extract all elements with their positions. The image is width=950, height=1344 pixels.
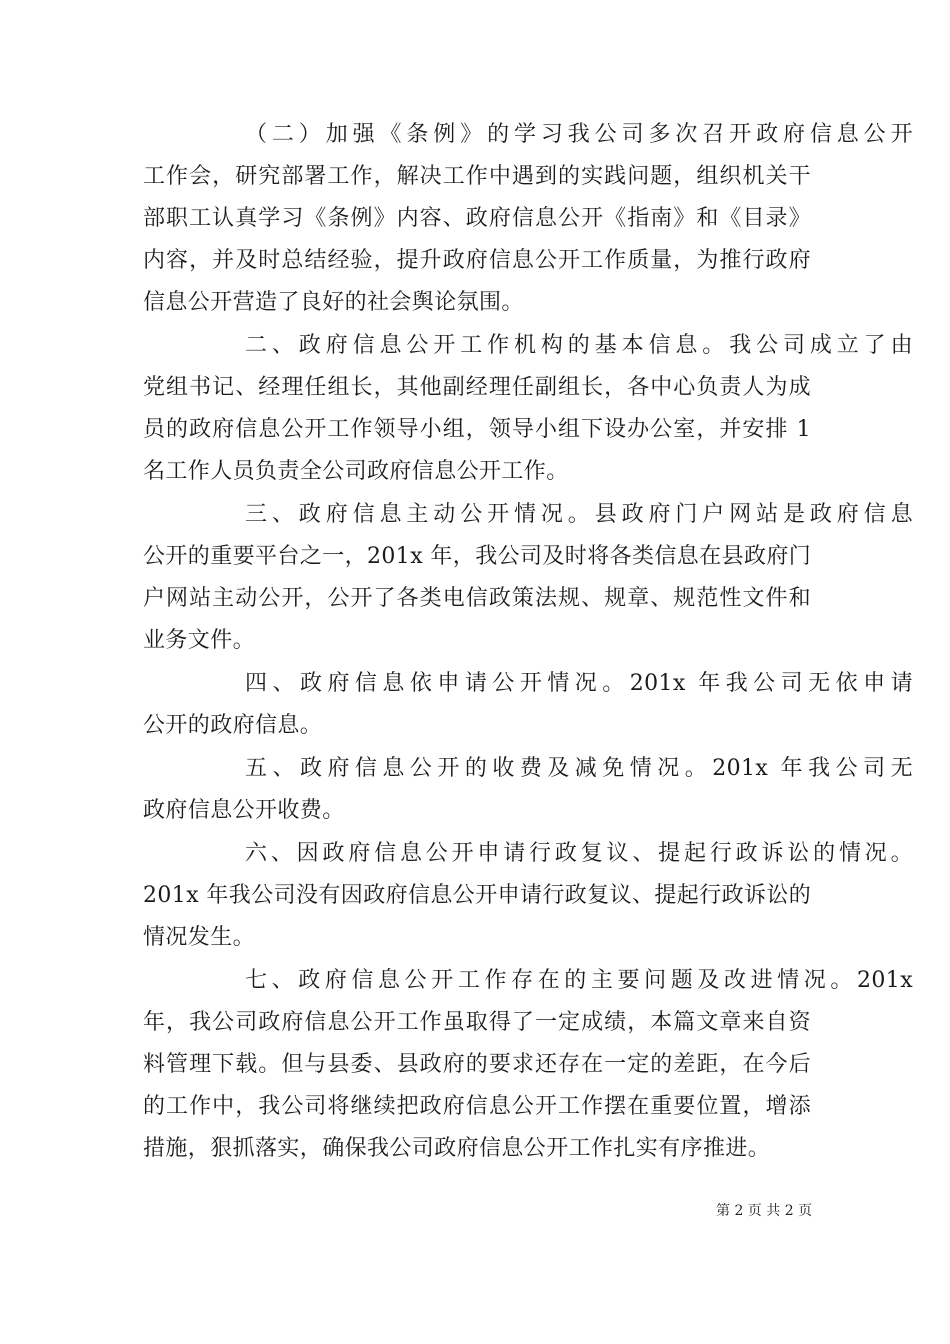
text-line: 公开的政府信息。 bbox=[143, 713, 323, 738]
paragraph-3 bbox=[143, 494, 913, 662]
text-line: 信息公开营造了良好的社会舆论氛围。 bbox=[143, 290, 524, 315]
paragraph-6 bbox=[143, 833, 913, 959]
paragraph-4 bbox=[143, 663, 913, 747]
text-line: 六、因政府信息公开申请行政复议、提起行政诉讼的情况。 bbox=[245, 841, 913, 866]
text-line: 二、政府信息公开工作机构的基本信息。我公司成立了由 bbox=[245, 333, 913, 358]
text-line: 名工作人员负责全公司政府信息公开工作。 bbox=[143, 459, 569, 484]
text-line: 措施，狠抓落实，确保我公司政府信息公开工作扎实有序推进。 bbox=[143, 1136, 771, 1161]
text-line: 四、政府信息依申请公开情况。201x 年我公司无依申请 bbox=[245, 671, 913, 696]
text-line: 公开的重要平台之一，201x 年，我公司及时将各类信息在县政府门 bbox=[143, 544, 812, 569]
text-line: 户网站主动公开，公开了各类电信政策法规、规章、规范性文件和 bbox=[143, 586, 811, 611]
paragraph-1 bbox=[143, 114, 913, 324]
text-line: 内容，并及时总结经验，提升政府信息公开工作质量，为推行政府 bbox=[143, 248, 811, 273]
text-line: 年，我公司政府信息公开工作虽取得了一定成绩，本篇文章来自资 bbox=[143, 1010, 811, 1035]
text-line: 党组书记、经理任组长，其他副经理任副组长，各中心负责人为成 bbox=[143, 375, 811, 400]
document-body bbox=[143, 114, 913, 1171]
paragraph-7 bbox=[143, 960, 913, 1170]
text-line: 三、政府信息主动公开情况。县政府门户网站是政府信息 bbox=[245, 502, 913, 527]
text-line: 五、政府信息公开的收费及减免情况。201x 年我公司无 bbox=[245, 756, 913, 781]
page-number: 第 2 页 共 2 页 bbox=[716, 1203, 813, 1219]
text-line: 情况发生。 bbox=[143, 925, 256, 950]
text-line: 政府信息公开收费。 bbox=[143, 798, 345, 823]
text-line: 员的政府信息公开工作领导小组，领导小组下设办公室，并安排 1 bbox=[143, 417, 811, 442]
text-line: （二）加强《条例》的学习我公司多次召开政府信息公开 bbox=[245, 122, 913, 147]
text-line: 工作会，研究部署工作，解决工作中遇到的实践问题，组织机关干 bbox=[143, 164, 811, 189]
text-line: 七、政府信息公开工作存在的主要问题及改进情况。201x bbox=[245, 968, 913, 993]
text-line: 201x 年我公司没有因政府信息公开申请行政复议、提起行政诉讼的 bbox=[143, 883, 812, 908]
text-line: 业务文件。 bbox=[143, 628, 256, 653]
paragraph-5 bbox=[143, 748, 913, 832]
paragraph-2 bbox=[143, 325, 913, 493]
text-line: 料管理下载。但与县委、县政府的要求还存在一定的差距，在今后 bbox=[143, 1052, 811, 1077]
text-line: 的工作中，我公司将继续把政府信息公开工作摆在重要位置，增添 bbox=[143, 1094, 811, 1119]
text-line: 部职工认真学习《条例》内容、政府信息公开《指南》和《目录》 bbox=[143, 206, 811, 231]
